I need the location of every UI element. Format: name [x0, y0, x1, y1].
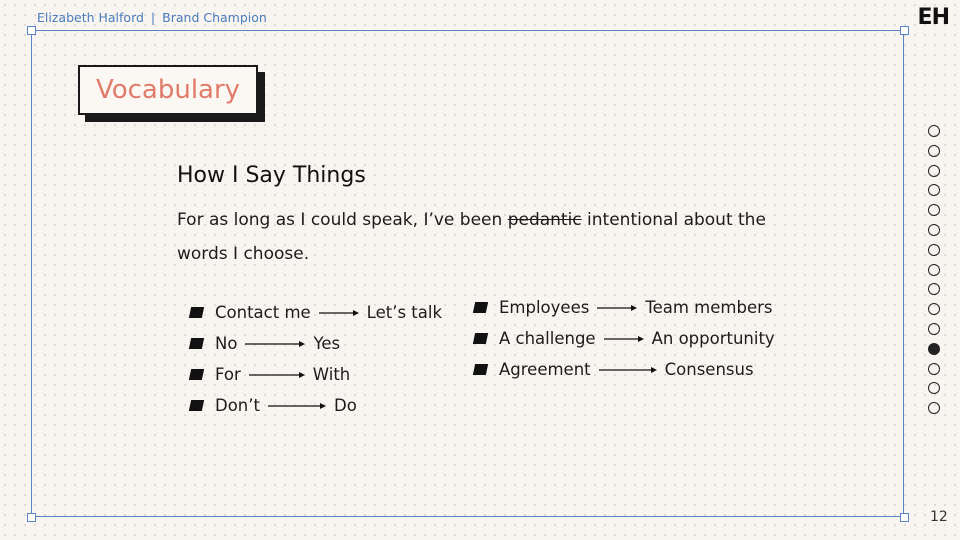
bullet-icon — [189, 369, 204, 380]
list-item — [188, 328, 442, 359]
word-from: Contact me — [215, 303, 311, 322]
arrow-icon — [597, 304, 637, 312]
nav-dot[interactable] — [928, 184, 940, 196]
word-to: With — [312, 365, 351, 384]
arrow-icon — [319, 309, 359, 317]
arrow-icon — [268, 402, 326, 410]
bullet-icon — [189, 338, 204, 349]
list-item — [472, 354, 775, 385]
nav-dot[interactable] — [928, 125, 940, 137]
header-byline — [37, 10, 267, 25]
list-item — [188, 359, 442, 390]
arrow-icon — [245, 340, 305, 348]
nav-dot[interactable] — [928, 402, 940, 414]
vocabulary-badge-label: Vocabulary — [95, 75, 241, 105]
logo: EH — [917, 5, 949, 30]
bullet-icon — [189, 400, 204, 411]
page-number: 12 — [930, 509, 948, 525]
resize-handle-top-right[interactable] — [900, 26, 909, 35]
left-word-list — [188, 297, 442, 421]
nav-dot[interactable] — [928, 323, 940, 335]
word-from: A challenge — [499, 329, 596, 348]
nav-dot[interactable] — [928, 165, 940, 177]
nav-dot[interactable] — [928, 145, 940, 157]
slide-navigation — [928, 125, 940, 422]
word-from: For — [215, 365, 241, 384]
word-to: Consensus — [664, 360, 754, 379]
word-from: Agreement — [499, 360, 591, 379]
nav-dot[interactable] — [928, 224, 940, 236]
section-title: How I Say Things — [177, 163, 366, 188]
body-text — [177, 203, 797, 271]
header-separator: | — [150, 10, 156, 25]
arrow-icon — [249, 371, 305, 379]
nav-dot-active[interactable] — [928, 343, 940, 355]
author-name: Elizabeth Halford — [37, 10, 144, 25]
bullet-icon — [473, 333, 488, 344]
nav-dot[interactable] — [928, 204, 940, 216]
resize-handle-bottom-left[interactable] — [27, 513, 36, 522]
arrow-icon — [604, 335, 644, 343]
right-word-list — [472, 292, 775, 385]
bullet-icon — [473, 302, 488, 313]
nav-dot[interactable] — [928, 244, 940, 256]
word-from: Employees — [499, 298, 590, 317]
body-text-struck: pedantic — [507, 210, 582, 230]
word-to: Do — [333, 396, 357, 415]
author-role: Brand Champion — [162, 10, 267, 25]
bullet-icon — [473, 364, 488, 375]
resize-handle-top-left[interactable] — [27, 26, 36, 35]
word-from: No — [215, 334, 238, 353]
vocabulary-badge — [78, 65, 258, 115]
word-to: Let’s talk — [366, 303, 443, 322]
list-item — [472, 323, 775, 354]
nav-dot[interactable] — [928, 303, 940, 315]
nav-dot[interactable] — [928, 382, 940, 394]
nav-dot[interactable] — [928, 283, 940, 295]
body-text-after: intentional about the words I choose. — [177, 210, 766, 264]
word-from: Don’t — [215, 396, 260, 415]
list-item — [188, 390, 442, 421]
body-text-before: For as long as I could speak, I’ve been — [177, 210, 508, 230]
nav-dot[interactable] — [928, 363, 940, 375]
bullet-icon — [189, 307, 204, 318]
word-to: Yes — [313, 334, 341, 353]
nav-dot[interactable] — [928, 264, 940, 276]
word-to: An opportunity — [651, 329, 775, 348]
word-to: Team members — [645, 298, 773, 317]
list-item — [472, 292, 775, 323]
list-item — [188, 297, 442, 328]
arrow-icon — [599, 366, 657, 374]
resize-handle-bottom-right[interactable] — [900, 513, 909, 522]
